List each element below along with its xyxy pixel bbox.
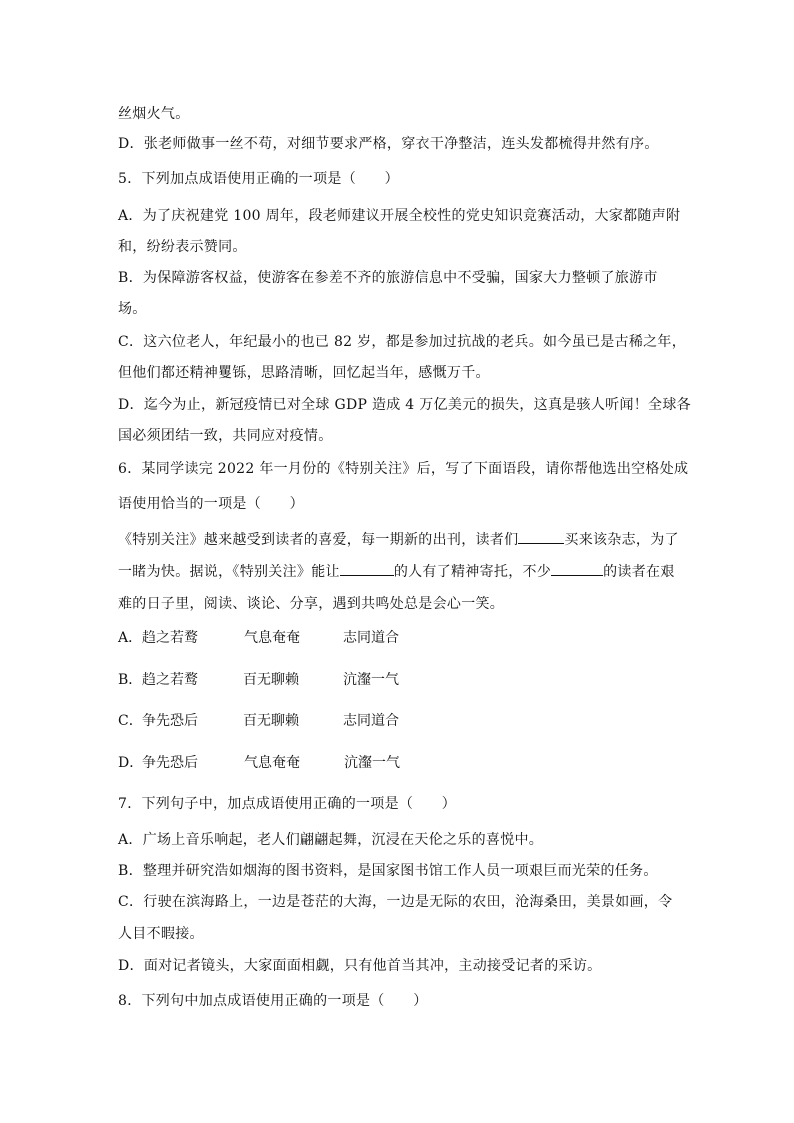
passage-line-1	[118, 529, 679, 549]
question-7-option-d: D．面对记者镜头，大家面面相觑，只有他首当其冲，主动接受记者的采访。	[118, 958, 602, 974]
question-6-stem: 6．某同学读完 2022 年一月份的《特别关注》后，写了下面语段，请你帮他选出空格处成	[118, 461, 689, 477]
fill-blank-2	[340, 561, 394, 576]
question-7-option-c-cont: 人目不暇接。	[118, 926, 204, 942]
question-5-option-b: B．为保障游客权益，使游客在参差不齐的旅游信息中不受骗，国家大力整顿了旅游市	[118, 270, 658, 286]
option-letter: A．	[118, 630, 143, 646]
passage-text: 《特别关注》越来越受到读者的喜爱，每一期新的出刊，读者们	[118, 532, 519, 548]
passage-text: 一睹为快。据说，《特别关注》能让	[118, 564, 340, 580]
option-word-1: 争先恐后	[142, 713, 198, 729]
passage-text: 的读者在艰	[603, 564, 675, 580]
passage-line-2	[118, 561, 675, 581]
option-word-1: 趋之若鹜	[142, 630, 198, 646]
passage-line-3: 难的日子里，阅读、谈论、分享，遇到共鸣处总是会心一笑。	[118, 596, 505, 612]
question-8-stem: 8．下列句中加点成语使用正确的一项是（ ）	[118, 993, 428, 1009]
option-word-3: 沆瀣一气	[344, 755, 400, 771]
question-5-stem: 5．下列加点成语使用正确的一项是（ ）	[118, 171, 399, 187]
option-word-1: 争先恐后	[142, 755, 198, 771]
question-7-option-c: C．行驶在滨海路上，一边是苍茫的大海，一边是无际的农田，沧海桑田，美景如画，令	[118, 894, 673, 910]
text-line: D．张老师做事一丝不苟，对细节要求严格，穿衣干净整洁，连头发都梳得井然有序。	[118, 136, 659, 152]
question-7-stem: 7．下列句子中，加点成语使用正确的一项是（ ）	[118, 796, 457, 812]
fill-blank-3	[551, 561, 603, 576]
passage-text: 的人有了精神寄托，不少	[393, 564, 552, 580]
option-word-3: 志同道合	[343, 713, 399, 729]
question-6-stem-cont: 语使用恰当的一项是（ ）	[118, 496, 304, 512]
question-5-option-d: D．迄今为止，新冠疫情已对全球 GDP 造成 4 万亿美元的损失，这真是骇人听闻！全球各	[118, 397, 691, 413]
question-5-option-b-cont: 场。	[118, 301, 147, 317]
question-7-option-b: B．整理并研究浩如烟海的图书资料，是国家图书馆工作人员一项艰巨而光荣的任务。	[118, 863, 658, 879]
passage-text: 买来该杂志，为了	[564, 532, 679, 548]
option-word-2: 气息奄奄	[244, 755, 300, 771]
question-5-option-c-cont: 但他们都还精神矍铄，思路清晰，回忆起当年，感慨万千。	[118, 365, 490, 381]
question-5-option-a: A．为了庆祝建党 100 周年，段老师建议开展全校性的党史知识竞赛活动，大家都随声附	[118, 208, 681, 224]
option-word-2: 气息奄奄	[244, 630, 300, 646]
option-word-2: 百无聊赖	[243, 672, 299, 688]
option-word-1: 趋之若鹜	[142, 672, 198, 688]
question-5-option-c: C．这六位老人，年纪最小的也已 82 岁，都是参加过抗战的老兵。如今虽已是古稀之年，	[118, 334, 687, 350]
fill-blank-1	[518, 529, 564, 544]
option-letter: C．	[118, 713, 143, 729]
question-5-option-d-cont: 国必须团结一致，共同应对疫情。	[118, 428, 333, 444]
option-word-2: 百无聊赖	[243, 713, 299, 729]
option-word-3: 沆瀣一气	[343, 672, 399, 688]
option-word-3: 志同道合	[343, 630, 399, 646]
option-letter: B．	[118, 672, 143, 688]
question-5-option-a-cont: 和，纷纷表示赞同。	[118, 239, 247, 255]
text-line: 丝烟火气。	[118, 106, 190, 122]
question-7-option-a: A．广场上音乐响起，老人们翩翩起舞，沉浸在天伦之乐的喜悦中。	[118, 832, 544, 848]
option-letter: D．	[118, 755, 144, 771]
